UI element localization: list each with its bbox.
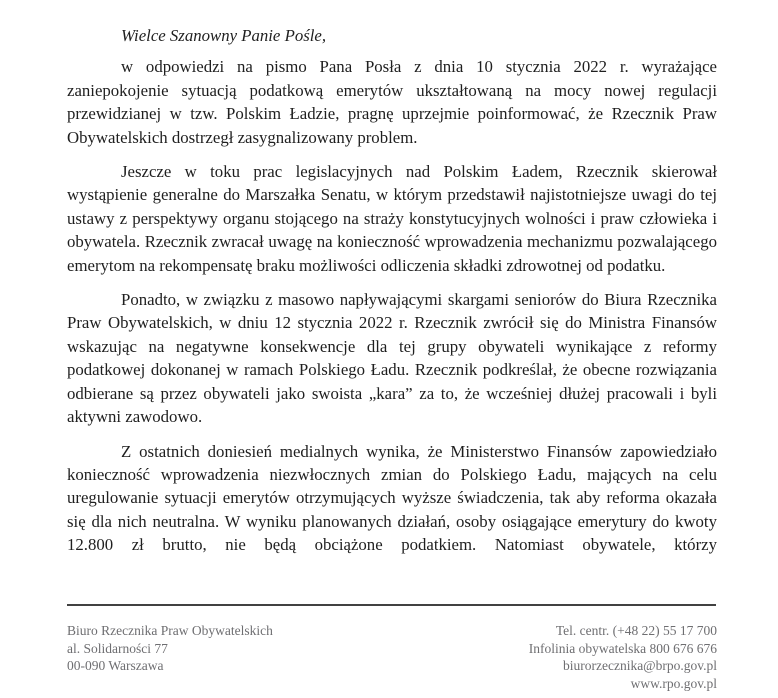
footer-street: al. Solidarności 77 (67, 640, 168, 656)
paragraph-2: Jeszcze w toku prac legislacyjnych nad Polskim Ładem, Rzecznik skierował wystąpienie generalne do Marszałka Senatu, w którym przedstawił najistotniejsze uwagi do tej ustawy z perspektywy organu stojącego na straży konstytucyjnych wolności i praw człowieka i obywatela. Rzecznik zwracał uwagę na konieczność wprowadzenia mechanizmu pozwalającego emerytom na rekompensatę braku możliwości odliczenia składki zdrowotnej od podatku. (67, 162, 717, 275)
footer-office-name: Biuro Rzecznika Praw Obywatelskich (67, 623, 273, 638)
footer-address-block (67, 622, 273, 675)
footer-divider (67, 604, 716, 606)
footer-email: biurorzecznika@brpo.gov.pl (562, 658, 717, 674)
letter-footer (67, 622, 717, 692)
paragraph-4: Z ostatnich doniesień medialnych wynika, że Ministerstwo Finansów zapowiedziało konieczność wprowadzenia niezwłocznych zmian do Polskiego Ładu, mających na celu uregulowanie sytuacji emerytów otrzymujących wyższe świadczenia, tak aby reforma okazała się dla nich neutralna. W wyniku planowanych działań, osoby osiągające emerytury do kwoty 12.800 zł brutto, nie będą obciążone podatkiem. Natomiast obywatele, którzy (67, 441, 717, 555)
paragraph-1: w odpowiedzi na pismo Pana Posła z dnia 10 stycznia 2022 r. wyrażające zaniepokojenie sytuacją podatkową emerytów ukształtowaną na mocy nowej regulacji przewidzianej w tzw. Polskim Ładzie, pragnę uprzejmie poinformować, że Rzecznik Praw Obywatelskich dostrzegł zasygnalizowany problem. (67, 57, 717, 147)
footer-website: www.rpo.gov.pl (630, 675, 717, 691)
footer-contact-block (529, 622, 717, 692)
footer-phone: Tel. centr. (+48 22) 55 17 700 (555, 623, 717, 638)
letter-body (67, 24, 717, 557)
paragraph-3: Ponadto, w związku z masowo napływającymi skargami seniorów do Biura Rzecznika Praw Obywatelskich, w dniu 12 stycznia 2022 r. Rzecznik zwrócił się do Ministra Finansów wskazując na negatywne konsekwencje dla tej grupy obywateli wynikające z reformy podatkowej dokonanej w ramach Polskiego Ładu. Rzecznik podkreślał, że obecne rozwiązania odbierane są przez obywateli jako swoista „kara” za to, że wcześniej dłużej pracowali i byli aktywni zawodowo. (67, 290, 717, 427)
footer-hotline: Infolinia obywatelska 800 676 676 (528, 640, 717, 656)
salutation: Wielce Szanowny Panie Pośle, (121, 26, 327, 45)
footer-city: 00-090 Warszawa (67, 658, 164, 674)
